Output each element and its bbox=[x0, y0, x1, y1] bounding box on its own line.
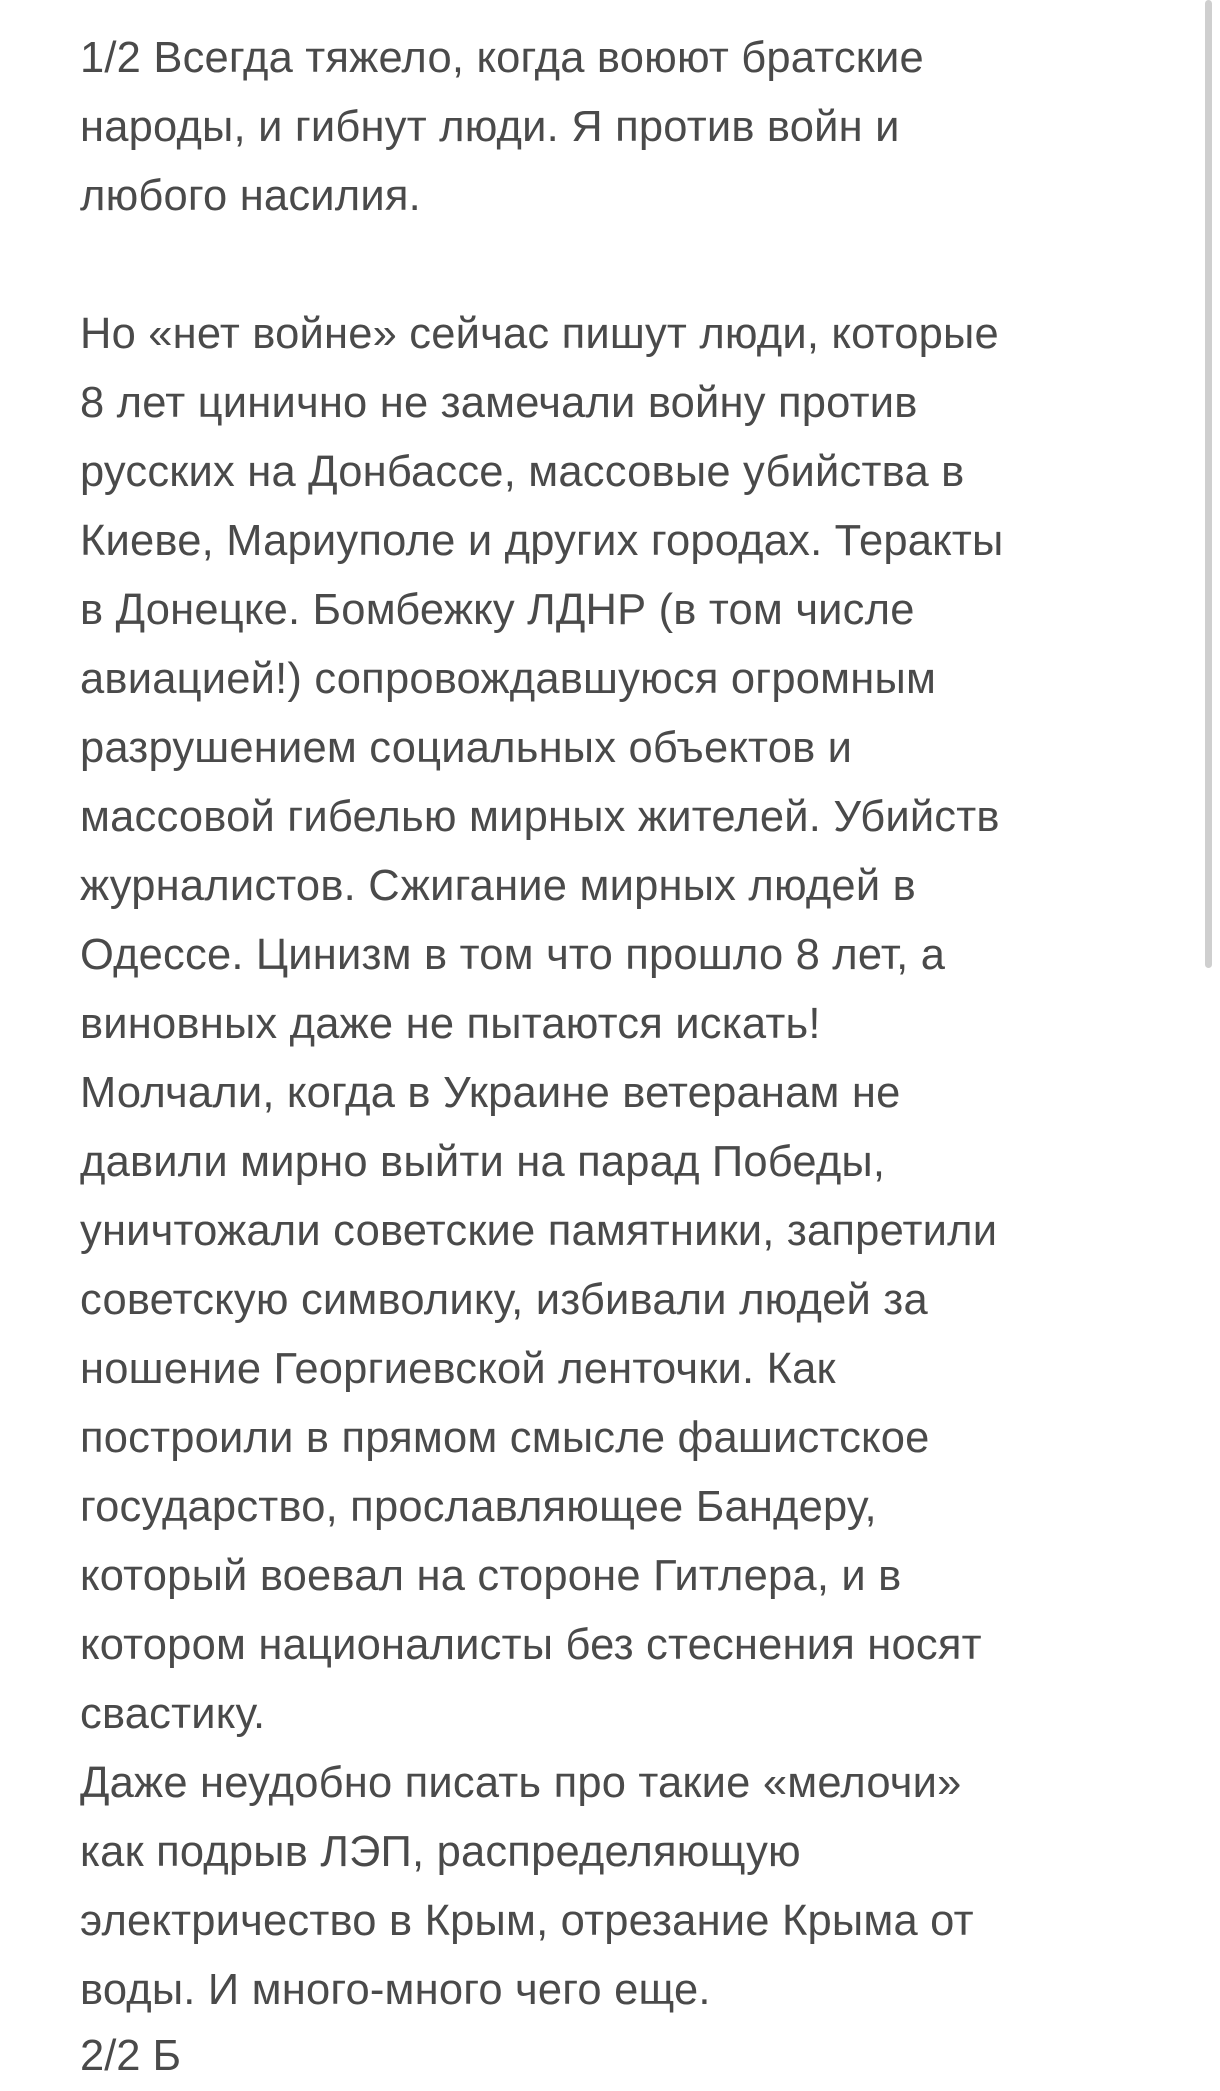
text-line: журналистов. Сжигание мирных людей в bbox=[80, 862, 916, 910]
text-line: 8 лет цинично не замечали войну против bbox=[80, 379, 918, 427]
text-line: котором националисты без стеснения носят bbox=[80, 1621, 982, 1669]
text-line: как подрыв ЛЭП, распределяющую bbox=[80, 1828, 801, 1876]
text-line: электричество в Крым, отрезание Крыма от bbox=[80, 1897, 974, 1945]
text-line: уничтожали советские памятники, запретили bbox=[80, 1207, 998, 1255]
cutoff-text-line: 2/2 Б bbox=[80, 2032, 182, 2080]
text-line: виновных даже не пытаются искать! bbox=[80, 1000, 821, 1048]
text-line: народы, и гибнут люди. Я против войн и bbox=[80, 103, 900, 151]
paragraph-spacer bbox=[80, 231, 1160, 300]
text-line: который воевал на стороне Гитлера, и в bbox=[80, 1552, 902, 1600]
text-line: Одессе. Цинизм в том что прошло 8 лет, а bbox=[80, 931, 946, 979]
text-line: массовой гибелью мирных жителей. Убийств bbox=[80, 793, 1000, 841]
text-line: Молчали, когда в Украине ветеранам не bbox=[80, 1069, 901, 1117]
text-line: в Донецке. Бомбежку ЛДНР (в том числе bbox=[80, 586, 915, 634]
text-line: построили в прямом смысле фашистское bbox=[80, 1414, 930, 1462]
text-line: любого насилия. bbox=[80, 172, 421, 220]
text-line: 1/2 Всегда тяжело, когда воюют братские bbox=[80, 34, 924, 82]
text-line: авиацией!) сопровождавшуюся огромным bbox=[80, 655, 937, 703]
text-line: ношение Георгиевской ленточки. Как bbox=[80, 1345, 836, 1393]
text-line: Но «нет войне» сейчас пишут люди, которые bbox=[80, 310, 999, 358]
text-line: Киеве, Мариуполе и других городах. Теракты bbox=[80, 517, 1004, 565]
text-line: советскую символику, избивали людей за bbox=[80, 1276, 928, 1324]
text-line: русских на Донбассе, массовые убийства в bbox=[80, 448, 965, 496]
note-body[interactable] bbox=[80, 24, 1160, 2025]
text-line: разрушением социальных объектов и bbox=[80, 724, 853, 772]
text-line: воды. И много-много чего еще. bbox=[80, 1966, 711, 2014]
text-line: государство, прославляющее Бандеру, bbox=[80, 1483, 877, 1531]
text-line: давили мирно выйти на парад Победы, bbox=[80, 1138, 886, 1186]
text-line: свастику. bbox=[80, 1690, 266, 1738]
vertical-scrollbar[interactable] bbox=[1205, 0, 1212, 968]
text-line: Даже неудобно писать про такие «мелочи» bbox=[80, 1759, 962, 1807]
